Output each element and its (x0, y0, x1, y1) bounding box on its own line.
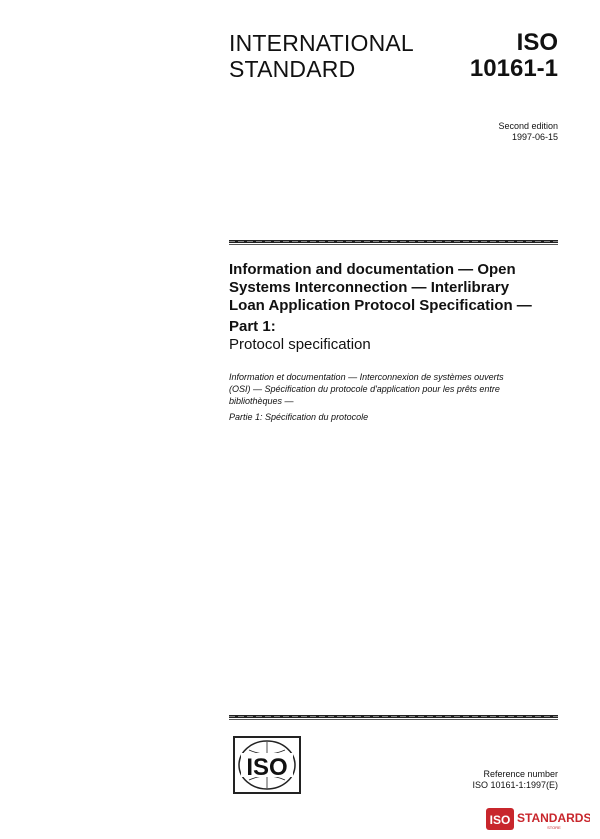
document-type-line2: STANDARD (229, 56, 356, 82)
reference-block (472, 769, 558, 791)
french-title-line: Information et documentation — Interconnexion de systèmes ouverts (229, 372, 504, 382)
title-line: Systems Interconnection — Interlibrary (229, 279, 510, 296)
logo-text: ISO (246, 754, 288, 781)
bottom-divider (229, 715, 558, 720)
edition-label: Second edition (498, 121, 558, 131)
title-line: Loan Application Protocol Specification — (229, 297, 532, 314)
reference-number: ISO 10161-1:1997(E) (472, 780, 558, 790)
reference-label: Reference number (483, 769, 558, 779)
edition-date: 1997-06-15 (511, 132, 558, 142)
document-type (229, 30, 414, 82)
top-divider (229, 240, 558, 245)
english-title (229, 261, 569, 315)
document-number (470, 30, 558, 82)
edition-info (498, 121, 558, 143)
french-title-line: (OSI) — Spécification du protocole d'application pour les prêts entre (229, 384, 500, 394)
part-title: Protocol specification (229, 336, 371, 353)
standards-store-watermark (486, 808, 590, 831)
watermark-sub: STORE (547, 825, 561, 830)
document-number-value: 10161-1 (469, 55, 558, 82)
iso-logo (233, 736, 301, 794)
title-line: Information and documentation — Open (229, 261, 516, 278)
french-title-line: bibliothèques — (229, 396, 294, 406)
watermark-badge-text: ISO (489, 813, 511, 827)
document-prefix: ISO (516, 29, 558, 56)
document-type-line1: INTERNATIONAL (229, 30, 414, 56)
french-title (229, 371, 559, 407)
part-label: Part 1: (229, 318, 276, 335)
watermark-label: STANDARDS (517, 811, 590, 825)
french-part-title: Partie 1: Spécification du protocole (229, 412, 369, 422)
